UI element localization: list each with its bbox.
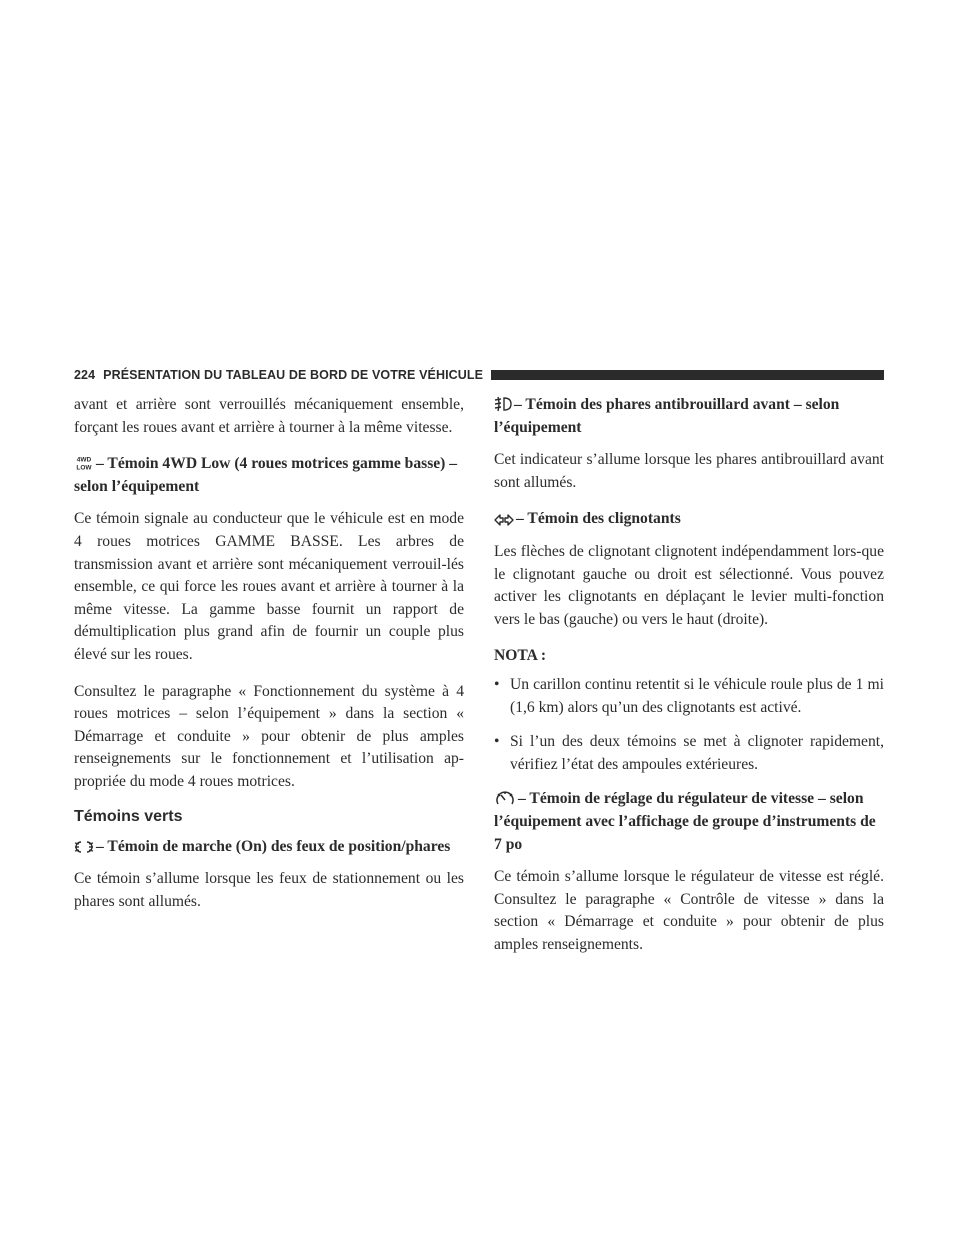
bullet-mark: • bbox=[494, 733, 500, 751]
bullet-mark: • bbox=[494, 675, 500, 693]
turn-heading-text: – Témoin des clignotants bbox=[516, 510, 681, 528]
parking-lights-heading-text: – Témoin de marche (On) des feux de position/phares bbox=[96, 837, 451, 855]
fog-heading bbox=[494, 394, 884, 439]
note-item-text: Si l’un des deux témoins se met à clignoter rapidement, vérifiez l’état des ampoules extérieures. bbox=[510, 733, 884, 773]
fog-body: Cet indicateur s’allume lorsque les phares antibrouillard avant sont allumés. bbox=[494, 451, 884, 491]
left-column bbox=[74, 394, 464, 927]
cruise-control-icon bbox=[494, 790, 516, 806]
parking-lights-body: Ce témoin s’allume lorsque les feux de stationnement ou les phares sont allumés. bbox=[74, 870, 464, 910]
4wd-low-icon bbox=[74, 455, 94, 471]
4wd-low-icon-bottom: LOW bbox=[76, 464, 92, 472]
note-list bbox=[494, 674, 884, 776]
fog-heading-text: – Témoin des phares antibrouillard avant – selon l’équipement bbox=[494, 396, 840, 436]
4wd-low-heading-text: – Témoin 4WD Low (4 roues motrices gamme basse) – selon l’équipement bbox=[74, 455, 458, 495]
note-item bbox=[494, 674, 884, 719]
page-header bbox=[74, 366, 884, 384]
section-title-green: Témoins verts bbox=[74, 807, 183, 825]
parking-lights-heading bbox=[74, 836, 464, 859]
4wd-low-heading bbox=[74, 453, 464, 498]
turn-signal-icon bbox=[494, 514, 514, 526]
parking-lights-icon bbox=[74, 840, 94, 854]
right-column bbox=[494, 394, 884, 970]
turn-body: Les flèches de clignotant clignotent indépendamment lors-que le clignotant gauche ou droit est sélectionné. Vous pouvez activer les clignotants en déplaçant le levier multi-fonction vers le bas (gauche) ou vers le haut (droite). bbox=[494, 542, 884, 628]
note-item bbox=[494, 731, 884, 776]
header-rule bbox=[491, 370, 884, 380]
note-label: NOTA : bbox=[494, 647, 547, 665]
note-item-text: Un carillon continu retentit si le véhicule roule plus de 1 mi (1,6 km) alors qu’un des clignotants est activé. bbox=[510, 675, 884, 716]
intro-paragraph: avant et arrière sont verrouillés mécaniquement ensemble, forçant les roues avant et arrière à tourner à la même vitesse. bbox=[74, 396, 464, 436]
4wd-low-body-2: Consultez le paragraphe « Fonctionnement du système à 4 roues motrices – selon l’équipement » dans la section « Démarrage et conduite » pour obtenir de plus amples renseignements sur le fonctionnement et l’utilisation ap-propriée du mode 4 roues motrices. bbox=[74, 682, 464, 790]
4wd-low-body-1: Ce témoin signale au conducteur que le véhicule est en mode 4 roues motrices GAMME BASSE. Les arbres de transmission avant et arrière sont mécaniquement verrouil-lés ensemble, ce qui force les roues avant et arrière à tourner à la même vitesse. La gamme basse fournit un rapport de démultiplication plus grand afin de fournir un couple plus élevé sur les roues. bbox=[74, 510, 464, 663]
page-number: 224 bbox=[74, 368, 96, 382]
chapter-title: PRÉSENTATION DU TABLEAU DE BORD DE VOTRE VÉHICULE bbox=[103, 368, 484, 382]
cruise-body: Ce témoin s’allume lorsque le régulateur de vitesse est réglé. Consultez le paragraphe « Contrôle de vitesse » dans la section « Démarrage et conduite » pour obtenir de plus amples renseignements. bbox=[494, 868, 884, 953]
4wd-low-icon-top: 4WD bbox=[76, 456, 92, 464]
cruise-heading bbox=[494, 788, 884, 856]
cruise-heading-text: – Témoin de réglage du régulateur de vitesse – selon l’équipement avec l’affichage de groupe d’instruments de 7 po bbox=[494, 790, 876, 853]
front-fog-light-icon bbox=[494, 396, 512, 412]
turn-heading bbox=[494, 508, 884, 531]
